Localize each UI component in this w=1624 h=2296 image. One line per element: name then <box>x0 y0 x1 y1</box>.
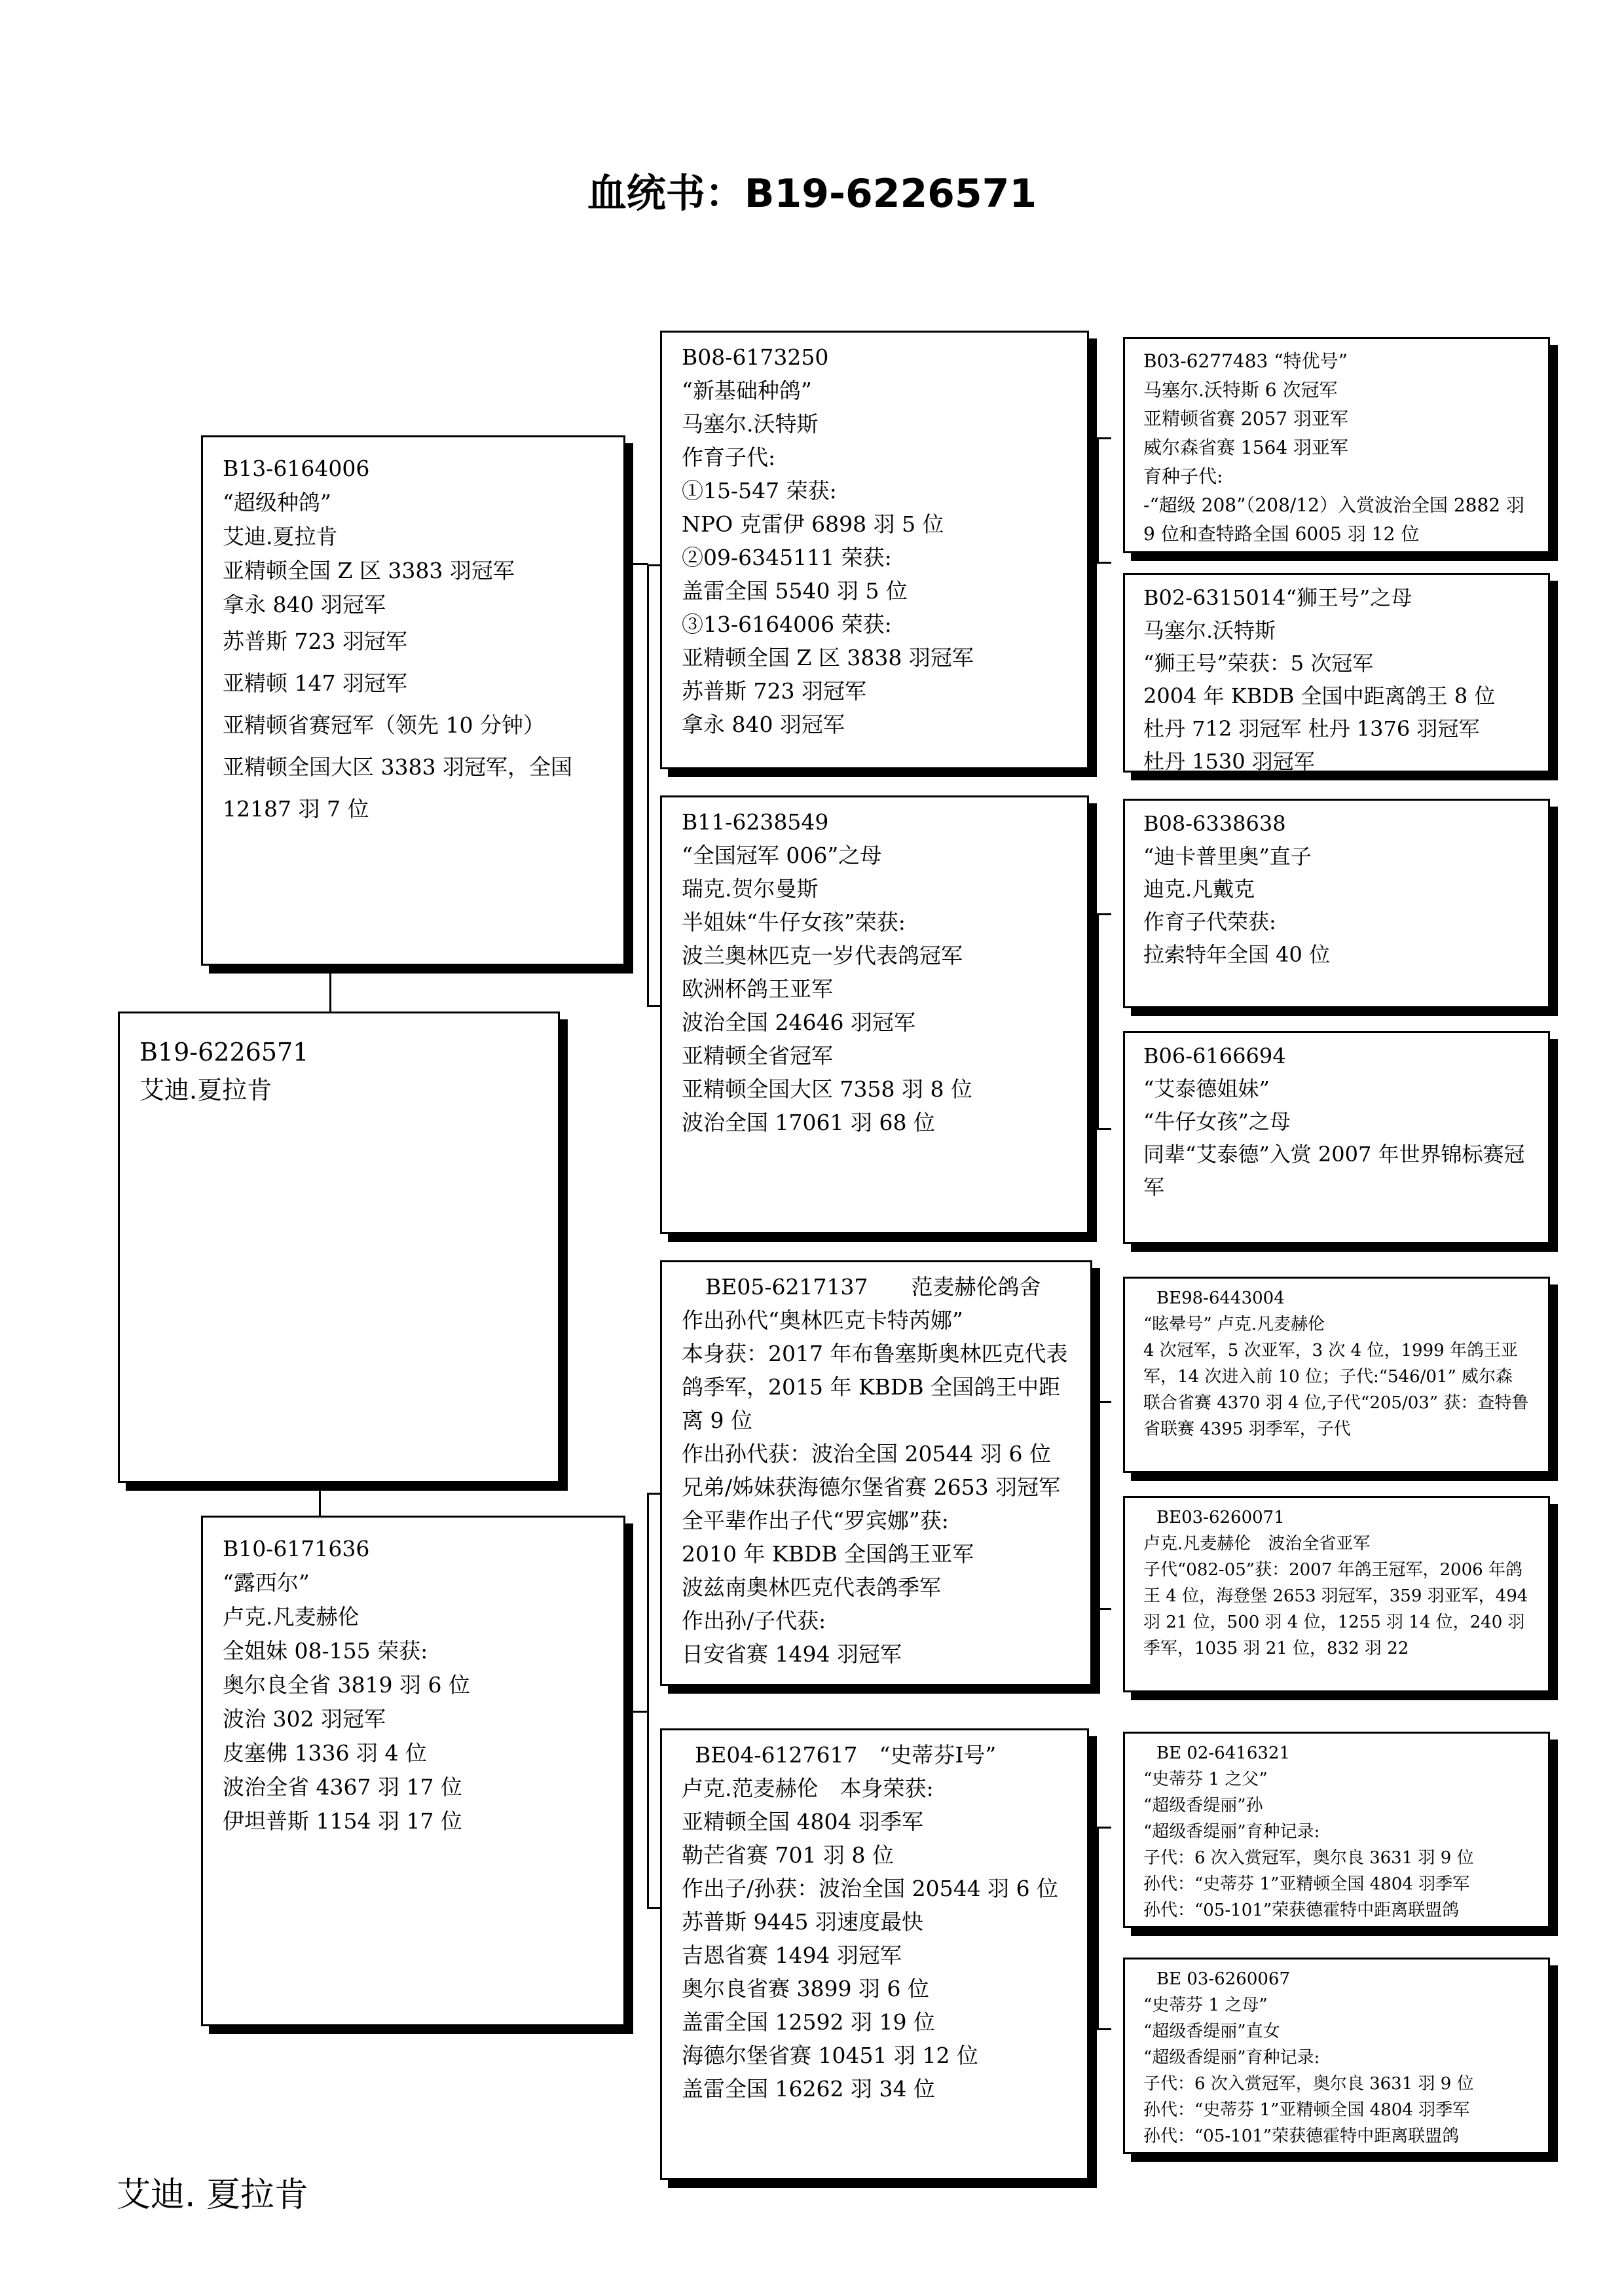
connector-sd-top <box>1088 913 1111 915</box>
dam-sire-dam-box <box>1123 1496 1550 1692</box>
sire-line: 12187 羽 7 位 <box>223 796 369 822</box>
connector-ds-v <box>1097 1401 1099 1609</box>
connector-sd-v <box>1097 913 1099 1129</box>
ddd-line: “史蒂芬 1 之母” <box>1143 1995 1268 2015</box>
ssd-line: 马塞尔.沃特斯 <box>1143 618 1276 643</box>
sire-sire-line: ②09-6345111 荣获: <box>682 545 892 570</box>
dds-line: 孙代：“史蒂芬 1”亚精顿全国 4804 羽季军 <box>1143 1874 1470 1894</box>
connector-dam-parents-bot <box>647 1907 660 1909</box>
ssd-line: 杜丹 1530 羽冠军 <box>1143 749 1315 773</box>
connector-sd-bot <box>1088 1128 1111 1130</box>
sire-line: 亚精顿全国大区 3383 羽冠军，全国 <box>223 754 572 780</box>
dam-dam-line: 苏普斯 9445 羽速度最快 <box>682 1909 923 1935</box>
dam-sire-line: 日安省赛 1494 羽冠军 <box>682 1641 902 1667</box>
dam-line: 波治全省 4367 羽 17 位 <box>223 1774 462 1800</box>
page-title: 血统书：B19-6226571 <box>587 171 1037 217</box>
sds-line: “迪卡普里奥”直子 <box>1143 844 1312 869</box>
connector-dd-bot <box>1088 2028 1111 2030</box>
sire-line: 亚精顿省赛冠军（领先 10 分钟） <box>223 712 545 738</box>
connector-subject-dam <box>319 1483 321 1516</box>
connector-dam-parents-v <box>647 1493 649 1908</box>
dds-line: 子代：6 次入赏冠军，奥尔良 3631 羽 9 位 <box>1143 1848 1474 1868</box>
sdd-line: 同辈“艾泰德”入赏 2007 年世界锦标赛冠军 <box>1143 1142 1525 1199</box>
dam-line: 全姐妹 08-155 荣获: <box>223 1638 428 1664</box>
dsd-line: BE03-6260071 <box>1156 1508 1285 1527</box>
subject-box <box>118 1011 560 1483</box>
subject-ring: B19-6226571 <box>139 1038 309 1066</box>
dam-sire-line: 作出孙/子代获: <box>682 1608 826 1633</box>
sire-sire-box <box>660 331 1089 769</box>
sire-line: 苏普斯 723 羽冠军 <box>223 629 407 654</box>
subject-owner: 艾迪.夏拉肯 <box>139 1076 272 1104</box>
dam-sire-sire-box <box>1123 1277 1550 1473</box>
ddd-line: “超级香缇丽”直女 <box>1143 2022 1280 2041</box>
sire-dam-line: B11-6238549 <box>682 809 829 835</box>
dam-dam-dam-box <box>1123 1958 1550 2154</box>
connector-ss-bot <box>1088 562 1111 564</box>
dam-line: 卢克.凡麦赫伦 <box>223 1604 360 1630</box>
dam-line: 波治 302 羽冠军 <box>223 1706 386 1732</box>
dam-line: B10-6171636 <box>223 1536 370 1561</box>
dam-dam-box <box>660 1728 1089 2180</box>
dam-line: “露西尔” <box>223 1570 310 1595</box>
dam-sire-line: 2010 年 KBDB 全国鸽王亚军 <box>682 1541 974 1567</box>
dds-line: “史蒂芬 1 之父” <box>1143 1770 1268 1789</box>
sire-line: 拿永 840 羽冠军 <box>223 592 386 617</box>
sds-line: B08-6338638 <box>1143 811 1286 836</box>
sds-line: 拉索特年全国 40 位 <box>1143 942 1331 967</box>
sss-line: -“超级 208”（208/12）入赏波治全国 2882 羽 9 位和查特路全国 6005 羽 12 位 <box>1143 494 1524 545</box>
ssd-line: B02-6315014“狮王号”之母 <box>1143 585 1412 610</box>
sire-line: “超级种鸽” <box>223 490 331 515</box>
sire-dam-line: “全国冠军 006”之母 <box>682 843 882 868</box>
ddd-line: 子代：6 次入赏冠军，奥尔良 3631 羽 9 位 <box>1143 2074 1474 2094</box>
sire-dam-line: 波治全国 24646 羽冠军 <box>682 1010 915 1035</box>
ssd-line: 杜丹 712 羽冠军 杜丹 1376 羽冠军 <box>1143 716 1480 741</box>
connector-subject-sire <box>329 969 331 1011</box>
ssd-line: 2004 年 KBDB 全国中距离鸽王 8 位 <box>1143 683 1496 708</box>
dss-line: BE98-6443004 <box>1156 1288 1285 1308</box>
sire-sire-line: NPO 克雷伊 6898 羽 5 位 <box>682 511 944 537</box>
dds-line: “超级香缇丽”孙 <box>1143 1796 1263 1815</box>
sire-sire-line: 作育子代: <box>682 445 776 470</box>
connector-ss-v <box>1097 437 1099 563</box>
sire-sire-line: 拿永 840 羽冠军 <box>682 712 845 737</box>
dam-line: 皮塞佛 1336 羽 4 位 <box>223 1740 427 1766</box>
sire-sire-line: 马塞尔.沃特斯 <box>682 411 819 437</box>
dam-sire-line: 本身获：2017 年布鲁塞斯奥林匹克代表鸽季军，2015 年 KBDB 全国鸽王中距离 9 位 <box>682 1341 1068 1433</box>
dss-line: “眩晕号” 卢克.凡麦赫伦 <box>1143 1315 1325 1334</box>
sire-line: 亚精顿 147 羽冠军 <box>223 670 407 696</box>
sire-dam-sire-box <box>1123 799 1550 1008</box>
dam-sire-line: 作出孙代“奥林匹克卡特芮娜” <box>682 1307 963 1333</box>
sire-sire-line: 亚精顿全国 Z 区 3838 羽冠军 <box>682 645 974 670</box>
dam-dam-line: 奥尔良省赛 3899 羽 6 位 <box>682 1976 929 2001</box>
ddd-line: “超级香缇丽”育种记录: <box>1143 2048 1320 2068</box>
dam-sire-box <box>660 1260 1092 1686</box>
sire-sire-line: “新基础种鸽” <box>682 378 812 403</box>
dam-dam-sire-box <box>1123 1732 1550 1928</box>
connector-sire-parents-top <box>647 564 660 566</box>
sire-dam-box <box>660 795 1089 1234</box>
connector-sire-parents-bot <box>647 1005 660 1007</box>
sds-line: 作育子代荣获: <box>1143 909 1276 934</box>
dam-dam-line: 盖雷全国 12592 羽 19 位 <box>682 2009 935 2035</box>
sire-dam-line: 波兰奥林匹克一岁代表鸽冠军 <box>682 943 963 968</box>
sss-line: 威尔森省赛 1564 羽亚军 <box>1143 437 1349 458</box>
sds-line: 迪克.凡戴克 <box>1143 877 1255 902</box>
sdd-line: B06-6166694 <box>1143 1044 1286 1068</box>
sire-dam-line: 瑞克.贺尔曼斯 <box>682 876 819 902</box>
dam-sire-line: 兄弟/姊妹获海德尔堡省赛 2653 羽冠军 <box>682 1474 1061 1500</box>
dam-dam-line: 作出子/孙获：波治全国 20544 羽 6 位 <box>682 1876 1059 1901</box>
sire-line: 亚精顿全国 Z 区 3383 羽冠军 <box>223 558 515 583</box>
sdd-line: “艾泰德姐妹” <box>1143 1076 1270 1101</box>
sire-sire-line: B08-6173250 <box>682 344 829 370</box>
connector-dam-parents <box>625 1711 648 1713</box>
dam-sire-line: 波兹南奥林匹克代表鸽季军 <box>682 1575 941 1600</box>
connector-ss-top <box>1088 437 1111 439</box>
footer-owner: 艾迪. 夏拉肯 <box>117 2176 309 2215</box>
ddd-line: 孙代：“史蒂芬 1”亚精顿全国 4804 羽季军 <box>1143 2100 1470 2120</box>
sire-dam-line: 波治全国 17061 羽 68 位 <box>682 1110 935 1135</box>
dam-dam-line: BE04-6127617 “史蒂芬Ⅰ号” <box>695 1742 997 1768</box>
dam-dam-line: 卢克.范麦赫伦 本身荣获: <box>682 1776 934 1801</box>
connector-sire-parents-v <box>647 564 649 1006</box>
dam-sire-line: BE05-6217137 范麦赫伦鸽舍 <box>705 1274 1041 1300</box>
dam-line: 奥尔良全省 3819 羽 6 位 <box>223 1672 470 1698</box>
sire-dam-line: 亚精顿全省冠军 <box>682 1043 833 1068</box>
sire-sire-line: 苏普斯 723 羽冠军 <box>682 678 866 704</box>
sire-sire-sire-box <box>1123 337 1550 553</box>
sire-line: 艾迪.夏拉肯 <box>223 524 338 549</box>
dds-line: BE 02-6416321 <box>1156 1743 1291 1763</box>
sire-line: B13-6164006 <box>223 456 370 481</box>
sire-dam-dam-box <box>1123 1031 1550 1244</box>
dam-dam-line: 勒芒省赛 701 羽 8 位 <box>682 1842 894 1868</box>
connector-dd-v <box>1097 1827 1099 2030</box>
connector-dd-top <box>1088 1827 1111 1829</box>
sss-line: B03-6277483 “特优号” <box>1143 350 1348 372</box>
sire-sire-line: ①15-547 荣获: <box>682 478 837 503</box>
sire-dam-line: 欧洲杯鸽王亚军 <box>682 976 833 1002</box>
dds-line: “超级香缇丽”育种记录: <box>1143 1822 1320 1842</box>
dam-dam-line: 亚精顿全国 4804 羽季军 <box>682 1809 923 1834</box>
dam-dam-line: 海德尔堡省赛 10451 羽 12 位 <box>682 2043 978 2068</box>
sire-sire-line: 盖雷全国 5540 羽 5 位 <box>682 578 908 604</box>
dam-dam-line: 盖雷全国 16262 羽 34 位 <box>682 2076 935 2102</box>
connector-sire-parents <box>625 563 648 565</box>
dam-sire-line: 全平辈作出子代“罗宾娜”获: <box>682 1508 949 1533</box>
dam-box <box>201 1516 625 2026</box>
sss-line: 马塞尔.沃特斯 6 次冠军 <box>1143 379 1338 401</box>
dam-sire-line: 作出孙代获：波治全国 20544 羽 6 位 <box>682 1441 1051 1467</box>
sss-line: 育种子代: <box>1143 465 1223 487</box>
sdd-line: “牛仔女孩”之母 <box>1143 1109 1291 1134</box>
dds-line: 孙代：“05-101”荣获德霍特中距离联盟鸽 <box>1143 1901 1460 1920</box>
dam-line: 伊坦普斯 1154 羽 17 位 <box>223 1808 462 1834</box>
connector-dam-parents-top <box>647 1493 660 1495</box>
dss-line: 4 次冠军，5 次亚军，3 次 4 位，1999 年鸽王亚军，14 次进入前 10 位；子代:“546/01” 威尔森联合省赛 4370 羽 4 位,子代“205/03” 获：查特鲁省联赛 4395 羽季军，子代 <box>1143 1341 1529 1439</box>
dsd-line: 卢克.凡麦赫伦 波治全省亚军 <box>1143 1534 1371 1554</box>
sire-dam-line: 亚精顿全国大区 7358 羽 8 位 <box>682 1076 972 1102</box>
ddd-line: BE 03-6260067 <box>1156 1969 1291 1989</box>
dam-dam-line: 吉恩省赛 1494 羽冠军 <box>682 1942 902 1968</box>
sire-sire-dam-box <box>1123 573 1550 773</box>
sss-line: 亚精顿省赛 2057 羽亚军 <box>1143 408 1349 429</box>
ssd-line: “狮王号”荣获：5 次冠军 <box>1143 651 1374 676</box>
dsd-line: 子代“082-05”获：2007 年鸽王冠军，2006 年鸽王 4 位，海登堡 2653 羽冠军，359 羽亚军，494 羽 21 位，500 羽 4 位，1255 羽 14 位，240 羽季军，1035 羽 21 位，832 羽 22 <box>1143 1560 1528 1658</box>
sire-sire-line: ③13-6164006 荣获: <box>682 611 892 637</box>
sire-dam-line: 半姐妹“牛仔女孩”荣获: <box>682 909 906 935</box>
sire-box <box>201 435 625 966</box>
ddd-line: 孙代：“05-101”荣获德霍特中距离联盟鸽 <box>1143 2126 1460 2146</box>
